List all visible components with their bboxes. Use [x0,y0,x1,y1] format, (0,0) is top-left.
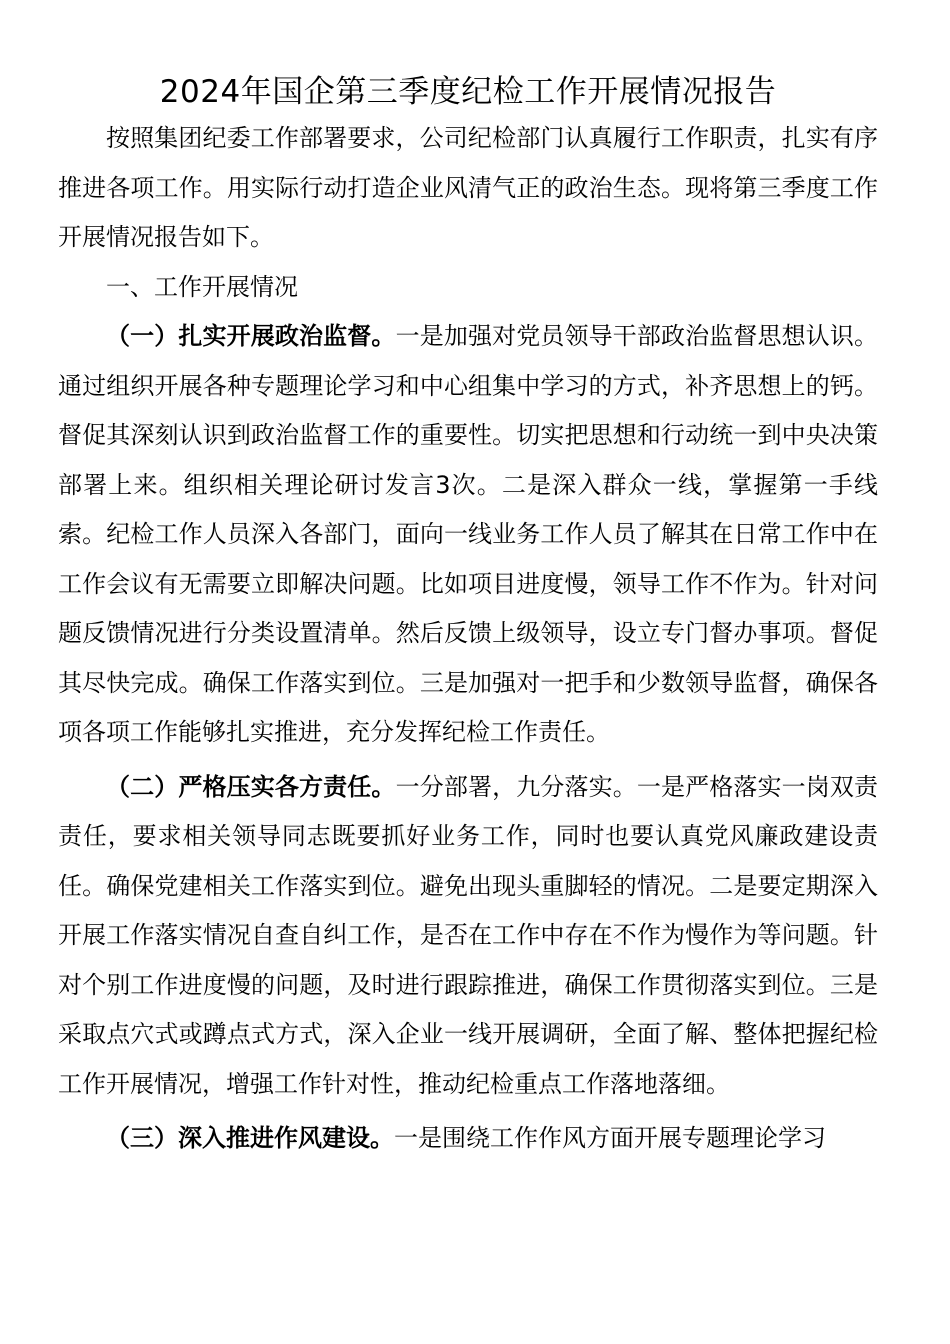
paragraph-body: 一是围绕工作作风方面开展专题理论学习 [394,1124,826,1152]
paragraph-responsibility [58,763,878,1110]
paragraph-work-style [58,1114,878,1164]
document-title: 2024年国企第三季度纪检工作开展情况报告 [159,74,777,110]
paragraph-body: 一是加强对党员领导干部政治监督思想认识。通过组织开展各种专题理论学习和中心组集中学习的方式，补齐思想上的钙。督促其深刻认识到政治监督工作的重要性。切实把思想和行动统一到中央决策部署上来。组织相关理论研讨发言3次。二是深入群众一线，掌握第一手线索。纪检工作人员深入各部门，面向一线业务工作人员了解其在日常工作中在工作会议有无需要立即解决问题。比如项目进度慢，领导工作不作为。针对问题反馈情况进行分类设置清单。然后反馈上级领导，设立专门督办事项。督促其尽快完成。确保工作落实到位。三是加强对一把手和少数领导监督，确保各项各项工作能够扎实推进，充分发挥纪检工作责任。 [58,322,879,746]
paragraph-lead: （一）扎实开展政治监督。 [106,322,396,350]
intro-paragraph: 按照集团纪委工作部署要求，公司纪检部门认真履行工作职责，扎实有序推进各项工作。用实际行动打造企业风清气正的政治生态。现将第三季度工作开展情况报告如下。 [58,124,878,251]
paragraph-body: 一分部署，九分落实。一是严格落实一岗双责责任，要求相关领导同志既要抓好业务工作，同时也要认真党风廉政建设责任。确保党建相关工作落实到位。避免出现头重脚轻的情况。二是要定期深入开展工作落实情况自查自纠工作，是否在工作中存在不作为慢作为等问题。针对个别工作进度慢的问题，及时进行跟踪推进，确保工作贯彻落实到位。三是采取点穴式或蹲点式方式，深入企业一线开展调研，全面了解、整体把握纪检工作开展情况，增强工作针对性，推动纪检重点工作落地落细。 [58,772,879,1098]
paragraph-political-supervision [58,312,878,758]
paragraph-lead: （三）深入推进作风建设。 [106,1124,394,1152]
paragraph-lead: （二）严格压实各方责任。 [106,772,396,801]
section-heading: 一、工作开展情况 [106,272,298,301]
